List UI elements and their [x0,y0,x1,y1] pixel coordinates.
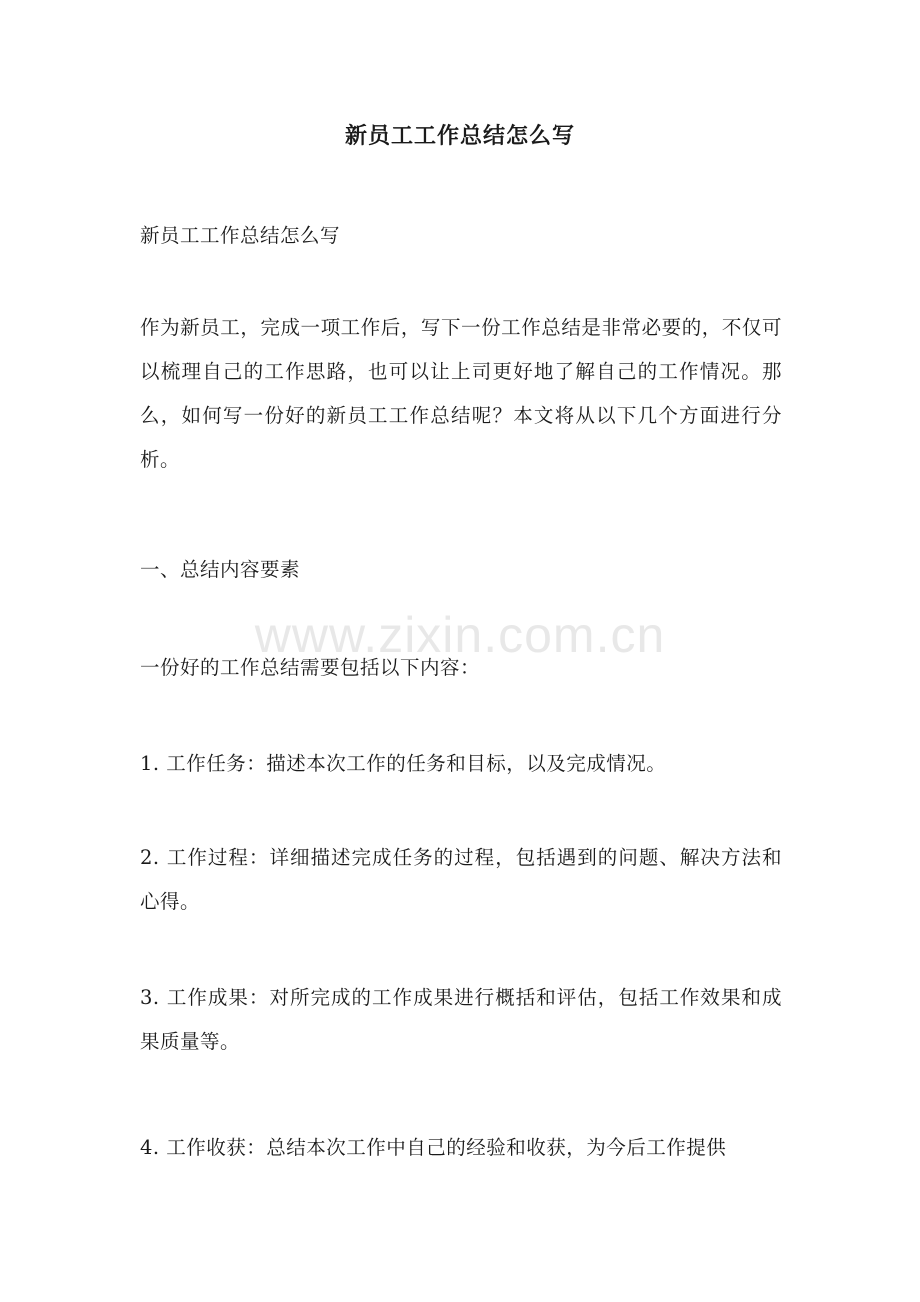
list-item-results: 3. 工作成果：对所完成的工作成果进行概括和评估，包括工作效果和成果质量等。 [140,986,782,1053]
list-item-task: 1. 工作任务：描述本次工作的任务和目标，以及完成情况。 [140,752,667,775]
document-title: 新员工工作总结怎么写 [344,123,575,149]
list-item-gains: 4. 工作收获：总结本次工作中自己的经验和收获，为今后工作提供 [140,1136,727,1159]
document-subtitle: 新员工工作总结怎么写 [140,224,341,247]
watermark-text: www.zixin.com.cn [254,607,666,663]
section-lead-paragraph: 一份好的工作总结需要包括以下内容： [140,656,481,679]
list-item-process: 2. 工作过程：详细描述完成任务的过程，包括遇到的问题、解决方法和心得。 [140,846,782,913]
intro-paragraph: 作为新员工，完成一项工作后，写下一份工作总结是非常必要的，不仅可以梳理自己的工作思路，也可以让上司更好地了解自己的工作情况。那么，如何写一份好的新员工工作总结呢？本文将从以下几个方面进行分析。 [140,316,782,471]
section-heading: 一、总结内容要素 [140,558,301,581]
